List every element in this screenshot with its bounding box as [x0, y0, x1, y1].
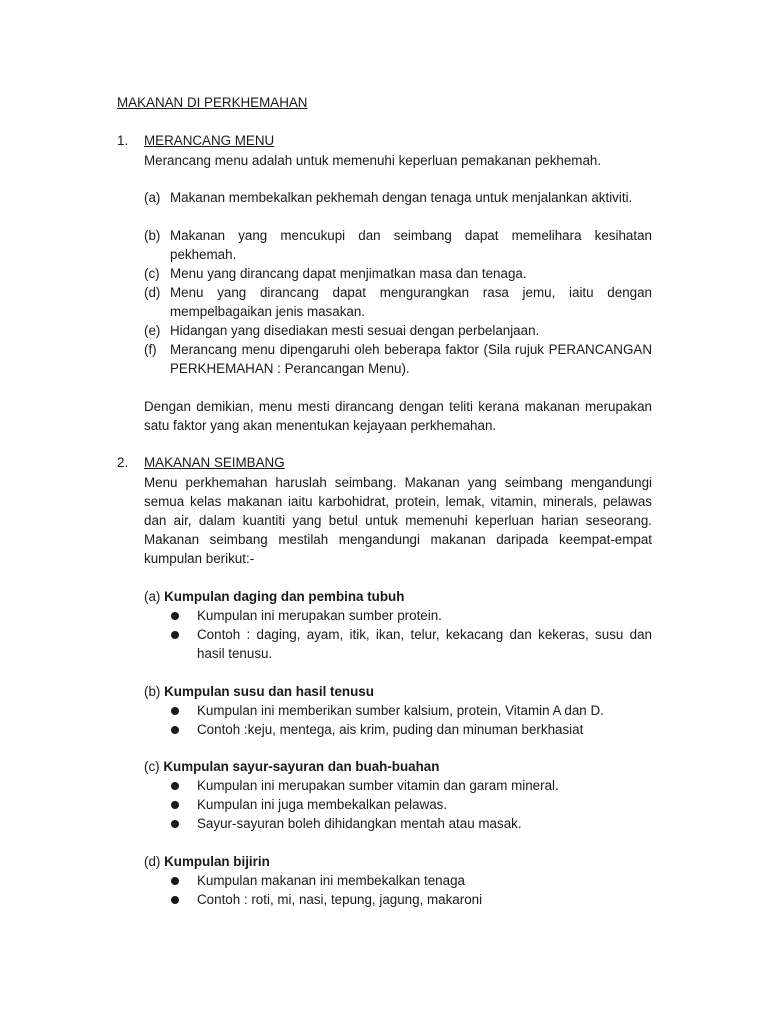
list-item — [144, 283, 652, 321]
bullet-item — [171, 720, 652, 739]
list-item — [144, 264, 652, 283]
list-item — [144, 188, 652, 207]
section-1-intro: Merancang menu adalah untuk memenuhi keperluan pemakanan pekhemah. — [144, 153, 602, 168]
list-item-text: Makanan yang mencukupi dan seimbang dapat memelihara kesihatan pekhemah. — [170, 228, 652, 262]
bullet-item — [171, 871, 652, 890]
group-label: (d) — [144, 854, 161, 869]
list-item-label: (f) — [144, 342, 157, 357]
list-item-text: Hidangan yang disediakan mesti sesuai dengan perbelanjaan. — [170, 323, 540, 338]
group-title: Kumpulan sayur-sayuran dan buah-buahan — [163, 759, 440, 774]
section-1-title: MERANCANG MENU — [144, 133, 275, 148]
bullet-icon — [171, 877, 179, 885]
list-item-label: (b) — [144, 228, 161, 243]
bullet-text: Contoh :keju, mentega, ais krim, puding dan minuman berkhasiat — [197, 722, 584, 737]
list-item — [144, 321, 652, 340]
bullet-item — [171, 625, 652, 663]
list-item-text: Merancang menu dipengaruhi oleh beberapa faktor (Sila rujuk PERANCANGAN PERKHEMAHAN : Perancangan Menu). — [170, 342, 652, 376]
bullet-text: Kumpulan ini memberikan sumber kalsium, protein, Vitamin A dan D. — [197, 703, 604, 718]
list-item — [144, 226, 652, 264]
list-item — [144, 340, 652, 378]
page-title: MAKANAN DI PERKHEMAHAN — [117, 95, 308, 110]
section-2-title: MAKANAN SEIMBANG — [144, 455, 285, 470]
bullet-icon — [171, 801, 179, 809]
group-title: Kumpulan daging dan pembina tubuh — [164, 589, 405, 604]
bullet-text: Kumpulan ini merupakan sumber protein. — [197, 608, 442, 623]
section-2-number: 2. — [117, 455, 129, 470]
group-heading — [144, 757, 439, 776]
list-item-text: Menu yang dirancang dapat mengurangkan rasa jemu, iaitu dengan mempelbagaikan jenis masakan. — [170, 285, 652, 319]
list-item-label: (e) — [144, 323, 161, 338]
bullet-icon — [171, 820, 179, 828]
group-heading — [144, 587, 404, 606]
bullet-icon — [171, 612, 179, 620]
bullet-item — [171, 814, 652, 833]
list-item-label: (c) — [144, 266, 160, 281]
bullet-item — [171, 795, 652, 814]
bullet-text: Contoh : daging, ayam, itik, ikan, telur, kekacang dan kekeras, susu dan hasil tenusu. — [197, 627, 652, 661]
list-item-text: Makanan membekalkan pekhemah dengan tenaga untuk menjalankan aktiviti. — [170, 190, 633, 205]
bullet-icon — [171, 896, 179, 904]
bullet-icon — [171, 726, 179, 734]
bullet-text: Kumpulan ini merupakan sumber vitamin dan garam mineral. — [197, 778, 559, 793]
group-heading — [144, 682, 374, 701]
list-item-label: (a) — [144, 190, 161, 205]
bullet-icon — [171, 707, 179, 715]
bullet-text: Contoh : roti, mi, nasi, tepung, jagung, makaroni — [197, 892, 483, 907]
bullet-item — [171, 701, 652, 720]
group-heading — [144, 852, 270, 871]
bullet-text: Kumpulan ini juga membekalkan pelawas. — [197, 797, 448, 812]
bullet-text: Kumpulan makanan ini membekalkan tenaga — [197, 873, 465, 888]
group-title: Kumpulan bijirin — [164, 854, 270, 869]
bullet-text: Sayur-sayuran boleh dihidangkan mentah atau masak. — [197, 816, 522, 831]
group-label: (b) — [144, 684, 161, 699]
bullet-item — [171, 890, 652, 909]
bullet-item — [171, 776, 652, 795]
group-title: Kumpulan susu dan hasil tenusu — [164, 684, 374, 699]
bullet-icon — [171, 782, 179, 790]
section-2-intro: Menu perkhemahan haruslah seimbang. Makanan yang seimbang mengandungi semua kelas makanan iaitu karbohidrat, protein, lemak, vitamin, minerals, pelawas dan air, dalam kuantiti yang betul untuk memenuhi keperluan harian seseorang. Makanan seimbang mestilah mengandungi makanan daripada keempat-empat kumpulan berikut:- — [144, 475, 652, 566]
section-1-number: 1. — [117, 133, 129, 148]
list-item-text: Menu yang dirancang dapat menjimatkan masa dan tenaga. — [170, 266, 527, 281]
section-1-conclusion: Dengan demikian, menu mesti dirancang dengan teliti kerana makanan merupakan satu faktor yang akan menentukan kejayaan perkhemahan. — [144, 399, 652, 433]
bullet-item — [171, 606, 652, 625]
group-label: (a) — [144, 589, 161, 604]
bullet-icon — [171, 631, 179, 639]
group-label: (c) — [144, 759, 160, 774]
list-item-label: (d) — [144, 285, 161, 300]
